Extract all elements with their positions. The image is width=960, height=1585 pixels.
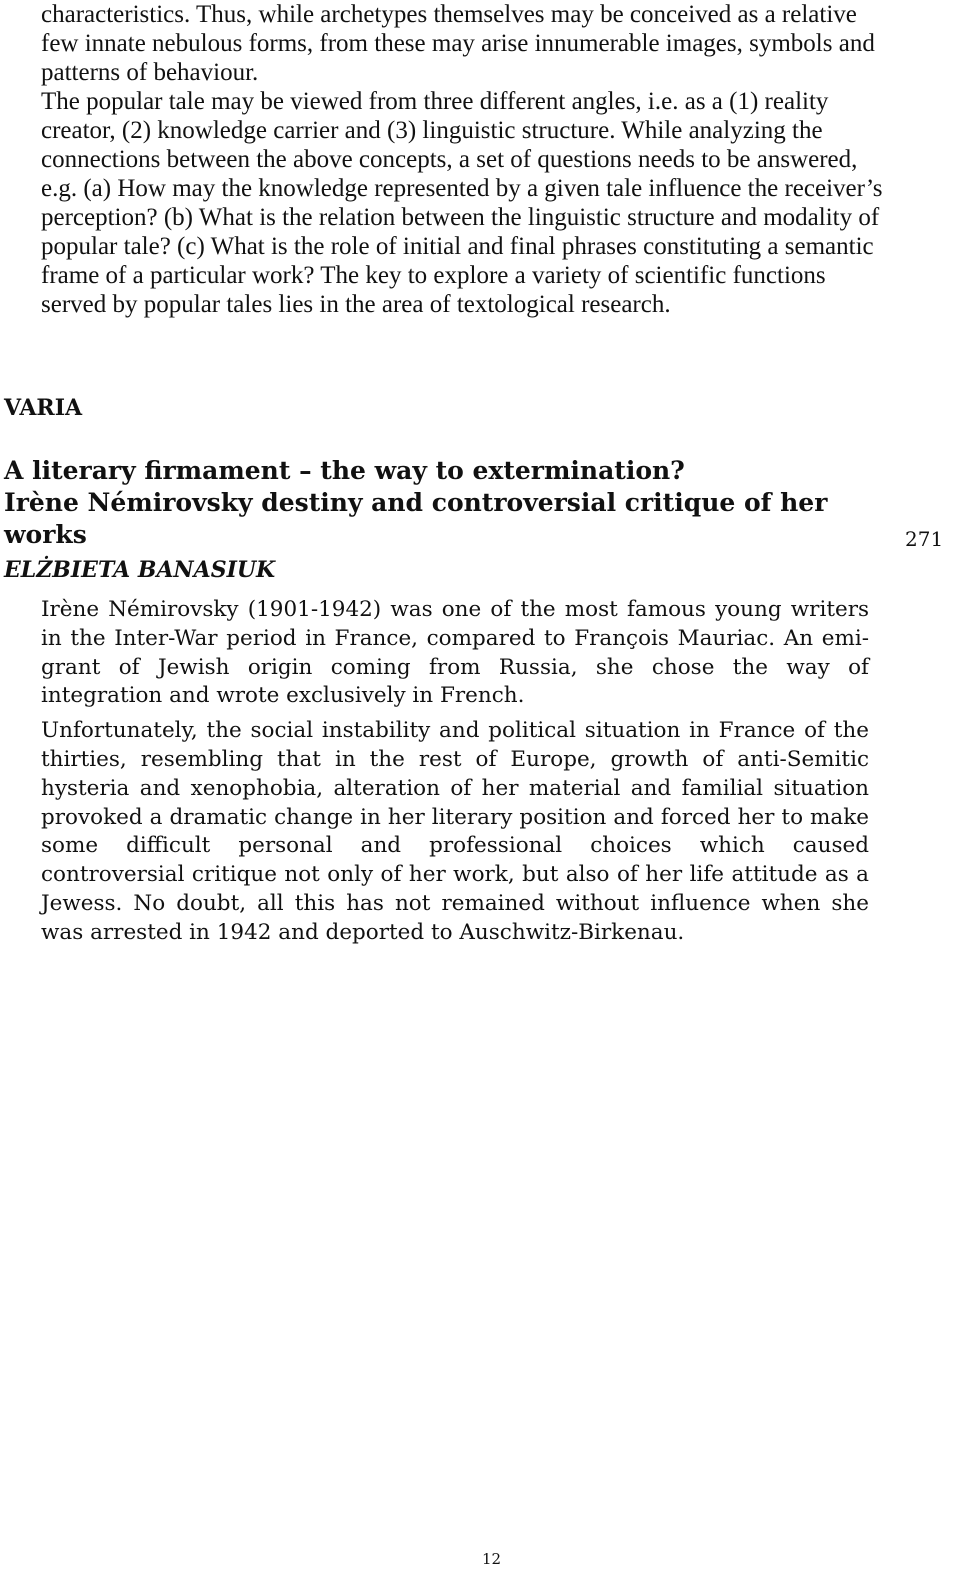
- entry-title-line-2: Irène Némirovsky destiny and controversial critique of her: [4, 488, 828, 517]
- page-number: 12: [481, 1550, 502, 1568]
- entry-page-number: 271: [905, 527, 944, 551]
- entry-abstract: [41, 596, 869, 954]
- entry-title-line-1: A literary firmament – the way to extermination?: [4, 456, 685, 485]
- entry-author: ELŻBIETA BANASIUK: [4, 557, 276, 583]
- intro-text: [41, 0, 891, 319]
- intro-paragraph-2: The popular tale may be viewed from three different angles, i.e. as a (1) reality creator, (2) knowledge carrier and (3) linguistic structure. While analyzing the connections between the above concepts, a set of questions needs to be answered, e.g. (a) How may the knowledge represented by a given tale influence the receiver’s perception? (b) What is the relation between the linguistic structure and modality of popular tale? (c) What is the role of initial and final phrases constituting a semantic frame of a particular work? The key to explore a variety of scientific functions served by popular tales lies in the area of textological research.: [41, 88, 883, 318]
- toc-row: [4, 519, 876, 551]
- intro-paragraph-1: characteristics. Thus, while archetypes themselves may be conceived as a relative few innate nebulous forms, from these may arise innumerable images, symbols and patterns of behaviour.: [41, 1, 875, 86]
- entry-title-line-3: works: [4, 520, 87, 549]
- abstract-paragraph-1: Irène Némirovsky (1901-1942) was one of the most famous young writers in the Inter-War period in France, compared to François Mauriac. An emi-grant of Jewish origin coming from Russia, she chose the way of integration and wrote exclusively in French.: [41, 597, 869, 709]
- entry-title: [4, 455, 874, 551]
- section-heading: VARIA: [4, 395, 83, 421]
- abstract-paragraph-2: Unfortunately, the social instability and political situation in France of the thirties, resembling that in the rest of Europe, growth of anti-Semitic hysteria and xenophobia, alteration of her material and familial situation provoked a dramatic change in her literary position and forced her to make some difficult personal and professional choices which caused controversial critique not only of her work, but also of her life attitude as a Jewess. No doubt, all this has not remained without influence when she was arrested in 1942 and deported to Auschwitz-Birkenau.: [41, 718, 869, 945]
